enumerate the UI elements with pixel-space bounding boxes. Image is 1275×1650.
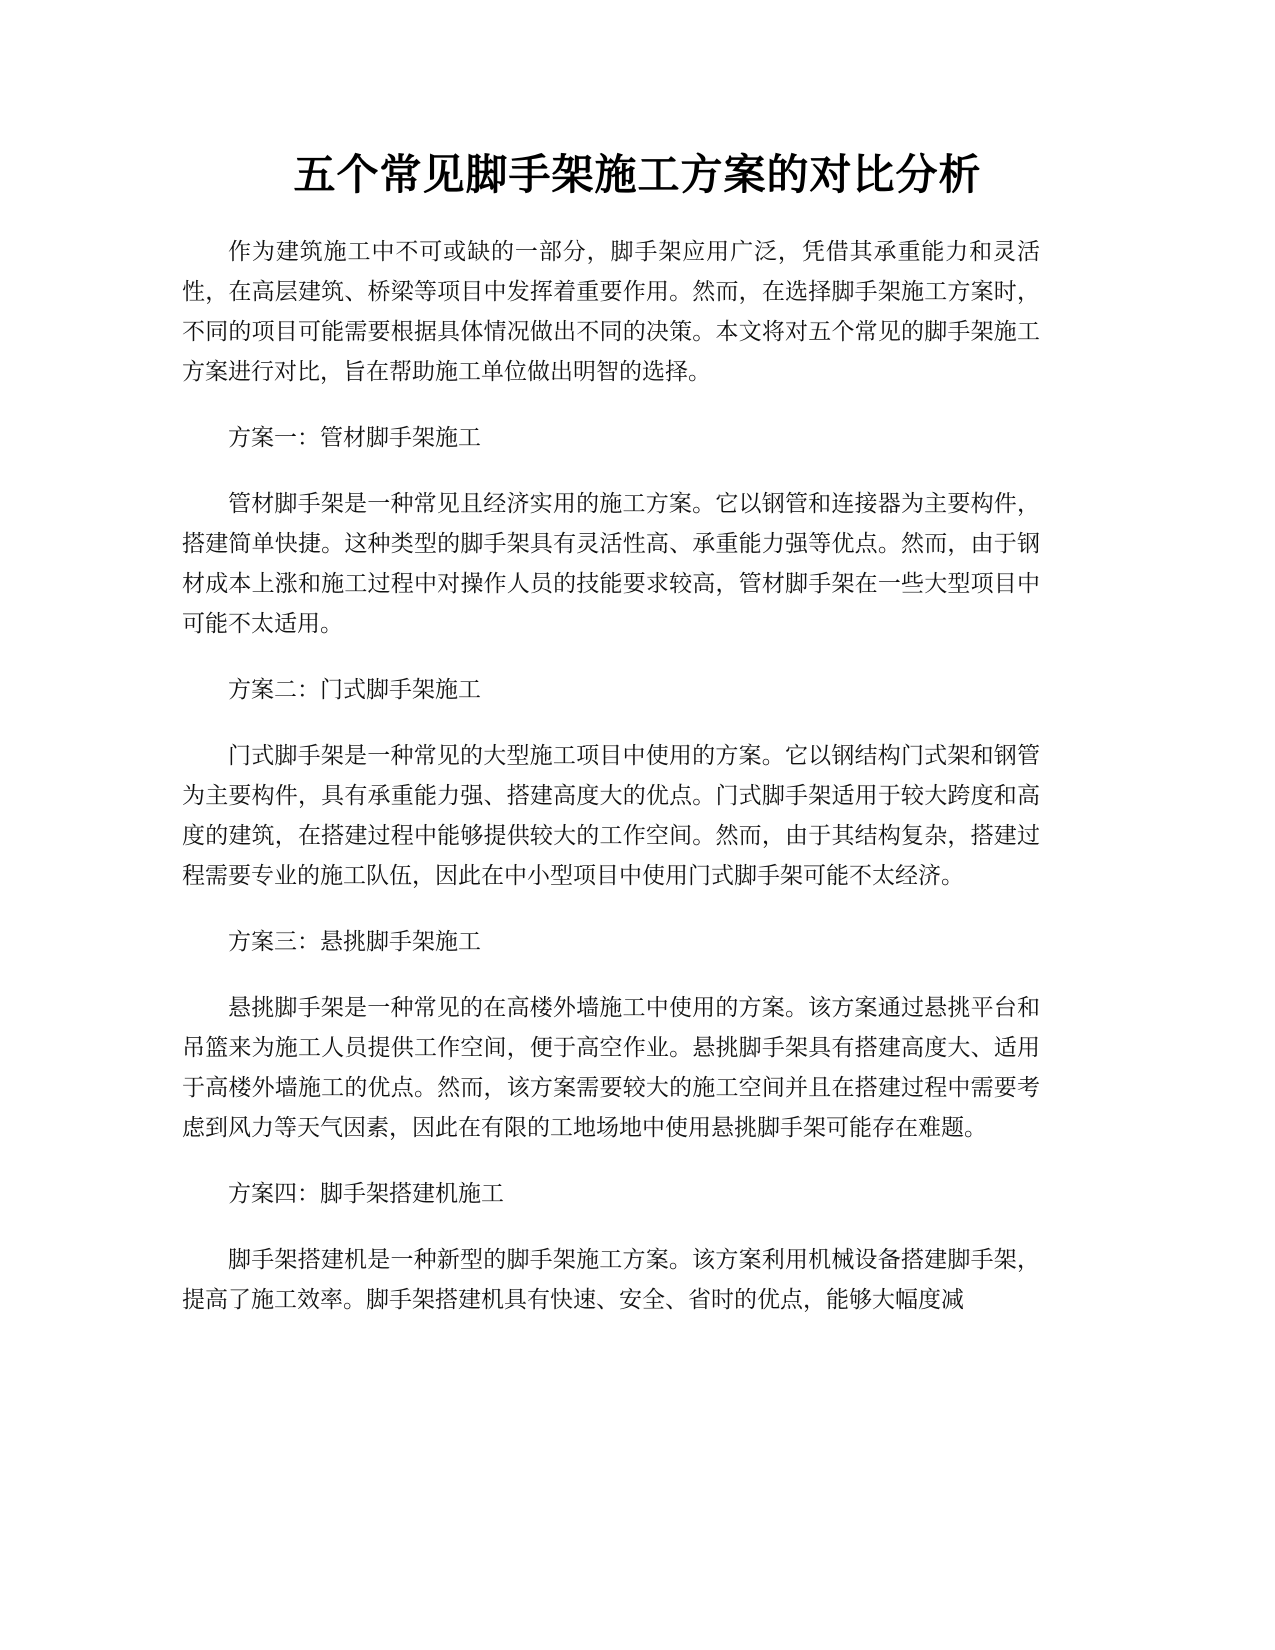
section-heading-4: 方案四：脚手架搭建机施工 xyxy=(228,1181,504,1207)
section-heading-2: 方案二：门式脚手架施工 xyxy=(228,677,481,703)
section-body-3: 悬挑脚手架是一种常见的在高楼外墙施工中使用的方案。该方案通过悬挑平台和吊篮来为施工人员提供工作空间，便于高空作业。悬挑脚手架具有搭建高度大、适用于高楼外墙施工的优点。然而，该方案需要较大的施工空间并且在搭建过程中需要考虑到风力等天气因素，因此在有限的工地场地中使用悬挑脚手架可能存在难题。 xyxy=(182,995,1040,1141)
section-heading-1: 方案一：管材脚手架施工 xyxy=(228,425,481,451)
section-heading-3: 方案三：悬挑脚手架施工 xyxy=(228,929,481,955)
section-body-2: 门式脚手架是一种常见的大型施工项目中使用的方案。它以钢结构门式架和钢管为主要构件，具有承重能力强、搭建高度大的优点。门式脚手架适用于较大跨度和高度的建筑，在搭建过程中能够提供较大的工作空间。然而，由于其结构复杂，搭建过程需要专业的施工队伍，因此在中小型项目中使用门式脚手架可能不太经济。 xyxy=(182,743,1040,889)
section-body-1: 管材脚手架是一种常见且经济实用的施工方案。它以钢管和连接器为主要构件，搭建简单快捷。这种类型的脚手架具有灵活性高、承重能力强等优点。然而，由于钢材成本上涨和施工过程中对操作人员的技能要求较高，管材脚手架在一些大型项目中可能不太适用。 xyxy=(182,491,1040,637)
document-body xyxy=(182,232,1040,1346)
section-body-4: 脚手架搭建机是一种新型的脚手架施工方案。该方案利用机械设备搭建脚手架，提高了施工效率。脚手架搭建机具有快速、安全、省时的优点，能够大幅度减 xyxy=(182,1247,1040,1313)
intro-paragraph: 作为建筑施工中不可或缺的一部分，脚手架应用广泛，凭借其承重能力和灵活性，在高层建筑、桥梁等项目中发挥着重要作用。然而，在选择脚手架施工方案时，不同的项目可能需要根据具体情况做出不同的决策。本文将对五个常见的脚手架施工方案进行对比，旨在帮助施工单位做出明智的选择。 xyxy=(182,239,1040,385)
document-title: 五个常见脚手架施工方案的对比分析 xyxy=(293,150,982,199)
